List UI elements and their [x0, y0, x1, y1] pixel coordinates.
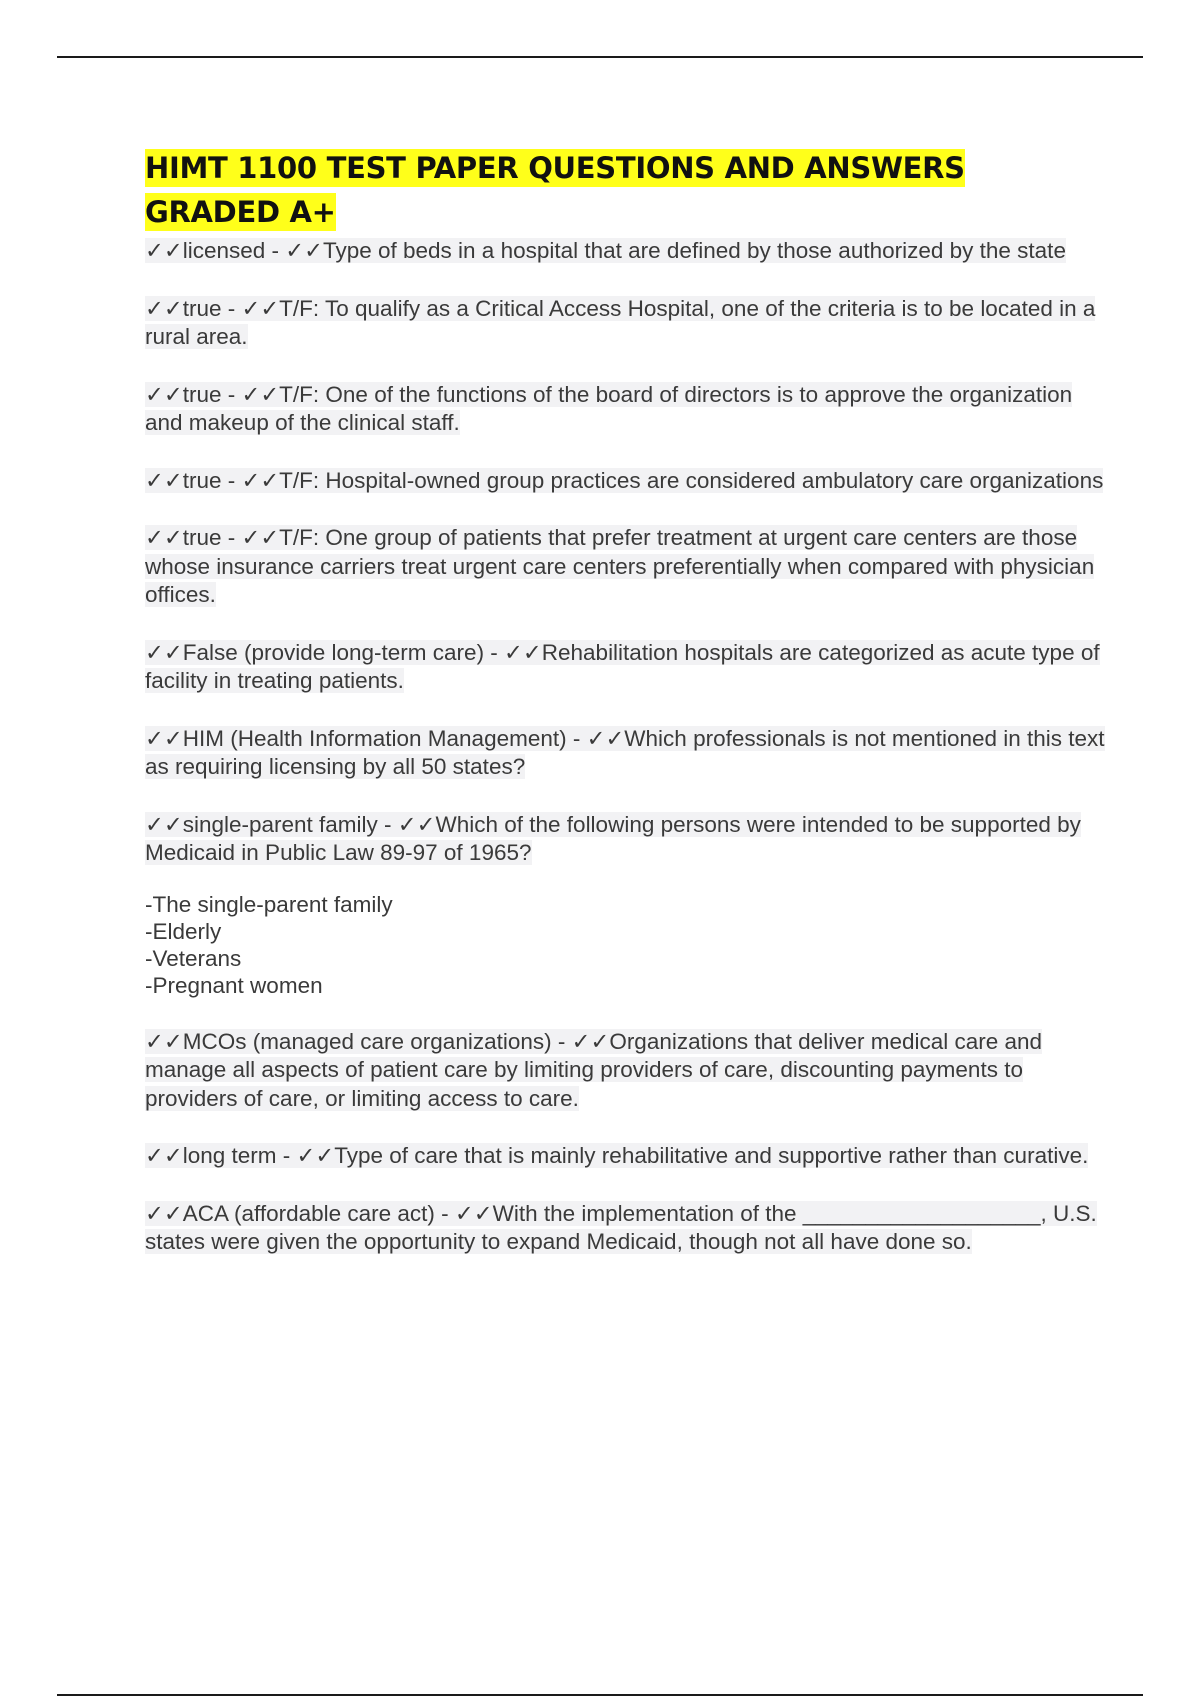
qa-item: ✓✓HIM (Health Information Management) - ✓✓Which professionals is not mentioned in this text as requiring licensing by all 50 states?: [145, 725, 1105, 779]
qa-item: ✓✓single-parent family - ✓✓Which of the following persons were intended to be supported by Medicaid in Public Law 89-97 of 1965?: [145, 811, 1081, 865]
title-line-2: GRADED A+: [145, 195, 336, 229]
qa-item: ✓✓licensed - ✓✓Type of beds in a hospital that are defined by those authorized by the state: [145, 238, 1066, 263]
document-title: [145, 146, 1105, 234]
qa-item: ✓✓true - ✓✓T/F: To qualify as a Critical Access Hospital, one of the criteria is to be located in a rural area.: [145, 295, 1096, 349]
qa-item: ✓✓true - ✓✓T/F: One of the functions of the board of directors is to approve the organization and makeup of the clinical staff.: [145, 381, 1073, 435]
qa-item: ✓✓ACA (affordable care act) - ✓✓With the implementation of the ___________________, U.S. states were given the opportunity to expand Medicaid, though not all have done so.: [145, 1200, 1097, 1254]
qa-item: ✓✓true - ✓✓T/F: Hospital-owned group practices are considered ambulatory care organizations: [145, 467, 1104, 493]
top-rule: [57, 56, 1143, 58]
title-line-1: HIMT 1100 TEST PAPER QUESTIONS AND ANSWERS: [145, 151, 965, 185]
answer-options-list: [145, 891, 1105, 999]
qa-item: ✓✓False (provide long-term care) - ✓✓Rehabilitation hospitals are categorized as acute type of facility in treating patients.: [145, 639, 1100, 693]
option-item: -The single-parent family: [145, 891, 393, 917]
option-item: -Pregnant women: [145, 972, 323, 998]
qa-item: ✓✓true - ✓✓T/F: One group of patients that prefer treatment at urgent care centers are those whose insurance carriers treat urgent care centers preferentially when compared with physician offices.: [145, 525, 1095, 607]
qa-item: ✓✓MCOs (managed care organizations) - ✓✓Organizations that deliver medical care and manage all aspects of patient care by limiting providers of care, discounting payments to providers of care, or limiting access to care.: [145, 1028, 1043, 1111]
option-item: -Veterans: [145, 945, 242, 971]
qa-item: ✓✓long term - ✓✓Type of care that is mainly rehabilitative and supportive rather than curative.: [145, 1143, 1089, 1168]
option-item: -Elderly: [145, 918, 222, 944]
document-body: [145, 146, 1105, 1286]
bottom-rule: [57, 1694, 1143, 1696]
